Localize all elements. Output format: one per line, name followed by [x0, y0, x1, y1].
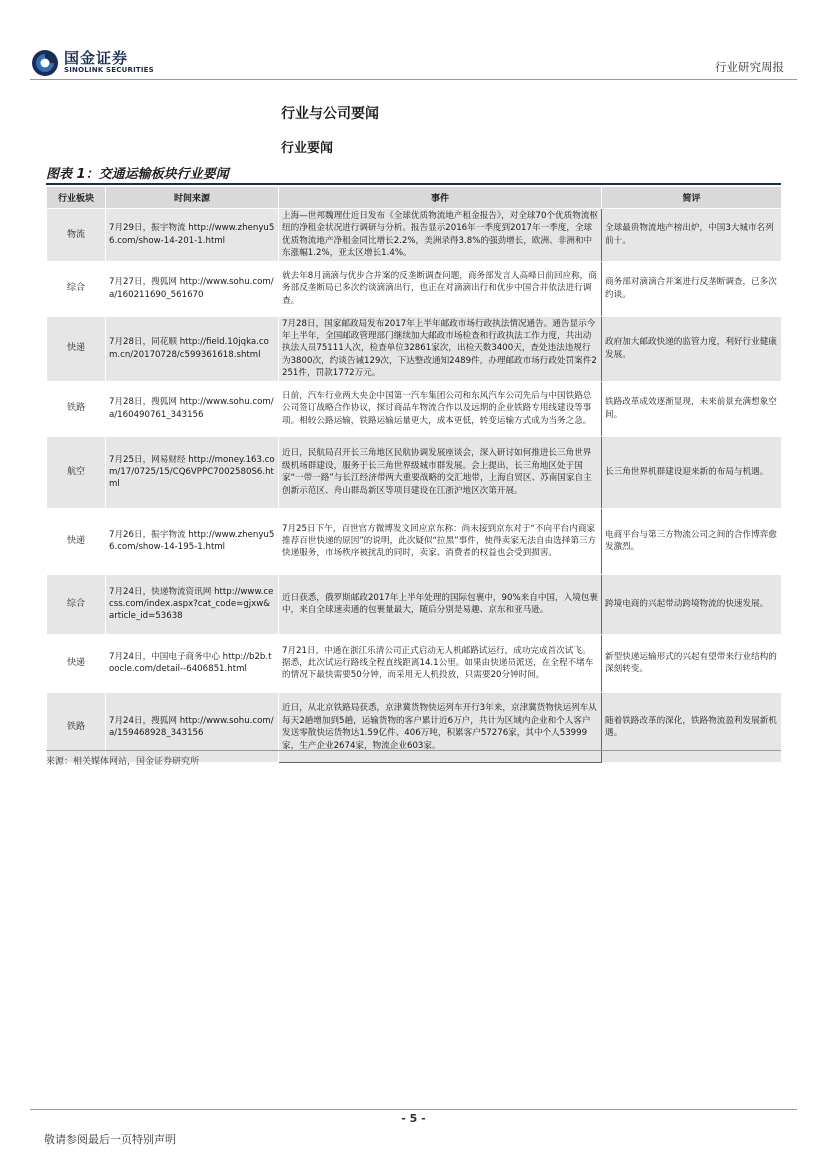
row-source: 7月27日，搜狐网 http://www.sohu.com/a/160211690_561670	[106, 261, 279, 316]
logo-english-name: SINOLINK SECURITIES	[64, 66, 154, 74]
row-event: 近日，民航局召开长三角地区民航协调发展座谈会，深入研讨如何推进长三角世界级机场群建设，服务于长三角世界级城市群发展。会上提出，长三角地区处于国家“一带一路”与长江经济带两大重要战略的交汇地带，上海自贸区、苏南国家自主创新示范区、舟山群岛新区等项目建设在江浙沪地区次第开展。	[279, 436, 602, 508]
row-event-text: 7月28日，国家邮政局发布2017年上半年邮政市场行政执法情况通告。通告显示今年上半年，全国邮政管理部门继续加大邮政市场检查和行政执法工作力度，共出动执法人员75111人次，检查单位32861家次，出检天数3400天，查处违法违规行为3800次，约谈告诫129次，下达整改通知2489件，办理邮政市场行政处罚案件2251件，罚款1772万元。	[282, 318, 597, 379]
row-event	[279, 316, 602, 381]
sinolink-logo-icon	[30, 48, 60, 78]
row-source: 7月28日，搜狐网 http://www.sohu.com/a/160490761_343156	[106, 381, 279, 436]
table-row	[47, 574, 782, 634]
row-event: 上海—世邦魏理仕近日发布《全球优质物流地产租金报告》，对全球70个优质物流枢纽的净租金状况进行调研与分析。报告显示2016年一季度到2017年一季度，全球优质物流地产净租金同比增长2.2%，美洲录得3.8%的强劲增长，欧洲、非洲和中东涨幅1.2%，亚太区增长1.4%。	[279, 209, 602, 262]
table-header-row	[47, 187, 782, 209]
row-sector: 快递	[47, 316, 106, 381]
page-number: - 5 -	[401, 1112, 426, 1125]
source-note: 来源：相关媒体网站，国金证券研究所	[46, 757, 200, 767]
row-comment: 随着铁路改革的深化，铁路物流盈利发展新机遇。	[602, 692, 782, 762]
figure-caption-rule	[46, 183, 781, 185]
row-sector: 快递	[47, 508, 106, 574]
table-row	[47, 692, 782, 762]
row-sector: 铁路	[47, 381, 106, 436]
header-event: 事件	[279, 187, 602, 209]
row-source: 7月24日，搜狐网 http://www.sohu.com/a/159468928_343156	[106, 692, 279, 762]
header-divider	[30, 79, 797, 80]
section-title: 行业与公司要闻	[281, 106, 379, 122]
row-source: 7月28日，同花顺 http://field.10jqka.com.cn/20170728/c599361618.shtml	[106, 316, 279, 381]
row-sector: 物流	[47, 209, 106, 262]
row-source: 7月29日，振宇物流 http://www.zhenyu56.com/show-14-201-1.html	[106, 209, 279, 262]
report-type-label: 行业研究周报	[715, 60, 784, 74]
company-logo	[30, 46, 160, 78]
row-event: 7月25日下午，百世官方微博发文回应京东称：尚未接到京东对于“不向平台内商家推荐百世快递的原因”的说明，此次疑似“拉黑”事件，使得卖家无法自由选择第三方快递服务，市场秩序被扰乱的同时，卖家、消费者的权益也会受到损害。	[279, 508, 602, 574]
table-row	[47, 508, 782, 574]
row-comment: 铁路改革成效逐渐显现，未来前景充满想象空间。	[602, 381, 782, 436]
table-row	[47, 316, 782, 381]
row-comment: 长三角世界机群建设迎来新的布局与机遇。	[602, 436, 782, 508]
row-sector: 航空	[47, 436, 106, 508]
row-source: 7月25日，网易财经 http://money.163.com/17/0725/15/CQ6VPPC7002580S6.html	[106, 436, 279, 508]
header-comment: 简评	[602, 187, 782, 209]
row-event: 近日获悉，俄罗斯邮政2017年上半年处理的国际包裹中，90%来自中国，入境包裹中，来自全球速卖通的包裹量最大，随后分别是易趣、京东和亚马逊。	[279, 574, 602, 634]
row-comment: 电商平台与第三方物流公司之间的合作博弈愈发激烈。	[602, 508, 782, 574]
table-row	[47, 436, 782, 508]
row-comment: 全球最贵物流地产榜出炉，中国3大城市名列前十。	[602, 209, 782, 262]
table-row	[47, 209, 782, 262]
row-sector: 综合	[47, 574, 106, 634]
row-source: 7月24日，快递物流资讯网 http://www.cecss.com/index.aspx?cat_code=gjxw&article_id=53638	[106, 574, 279, 634]
header-sector: 行业板块	[47, 187, 106, 209]
row-sector: 快递	[47, 634, 106, 692]
row-event: 近日，从北京铁路局获悉，京津冀货物快运列车开行3年来，京津冀货物快运列车从每天2趟增加到5趟，运输货物的客户累计近6万户，共计为区域内企业和个人客户发送零散快运货物达1.59亿件、406万吨，积累客户57276家，其中个人53999家，生产企业2674家，物流企业603家。	[279, 692, 602, 762]
sub-section-title: 行业要闻	[281, 141, 334, 156]
row-comment: 新型快递运输形式的兴起有望带来行业结构的深刻转变。	[602, 634, 782, 692]
logo-chinese-name: 国金证券	[64, 49, 129, 67]
disclaimer-note: 敬请参阅最后一页特别声明	[44, 1133, 176, 1146]
row-comment: 政府加大邮政快递的监管力度，利好行业健康发展。	[602, 316, 782, 381]
row-event: 就去年8月滴滴与优步合并案的反垄断调查问题，商务部发言人高峰日前回应称，商务部反垄断局已多次约谈滴滴出行，也正在对滴滴出行和优步中国合并依法进行调查。	[279, 261, 602, 316]
table-row	[47, 634, 782, 692]
figure-caption: 图表 1：交通运输板块行业要闻	[46, 167, 229, 182]
row-source: 7月24日，中国电子商务中心 http://b2b.toocle.com/detail--6406851.html	[106, 634, 279, 692]
table-bottom-rule	[46, 750, 781, 751]
row-comment: 商务部对滴滴合并案进行反垄断调查，已多次约谈。	[602, 261, 782, 316]
table-row	[47, 381, 782, 436]
row-event: 日前，汽车行业两大央企中国第一汽车集团公司和东风汽车公司先后与中国铁路总公司签订战略合作协议，探讨商品车物流合作以及远期的企业铁路专用线建设等事项。相较公路运输，铁路运输运量更大，成本更低，转变运输方式成为当务之急。	[279, 381, 602, 436]
table-row	[47, 261, 782, 316]
row-sector: 铁路	[47, 692, 106, 762]
page-header	[0, 0, 827, 80]
row-sector: 综合	[47, 261, 106, 316]
industry-news-table	[46, 186, 782, 763]
footer-divider	[30, 1109, 797, 1110]
row-event: 7月21日，中通在浙江乐清公司正式启动无人机邮路试运行，成功完成首次试飞。据悉，此次试运行路线全程直线距离14.1公里。如果由快递员派送，在全程不堵车的情况下最快需要50分钟，而采用无人机投放，只需要20分钟时间。	[279, 634, 602, 692]
row-source: 7月26日，振宇物流 http://www.zhenyu56.com/show-14-195-1.html	[106, 508, 279, 574]
header-source: 时间来源	[106, 187, 279, 209]
row-comment: 跨境电商的兴起带动跨境物流的快速发展。	[602, 574, 782, 634]
